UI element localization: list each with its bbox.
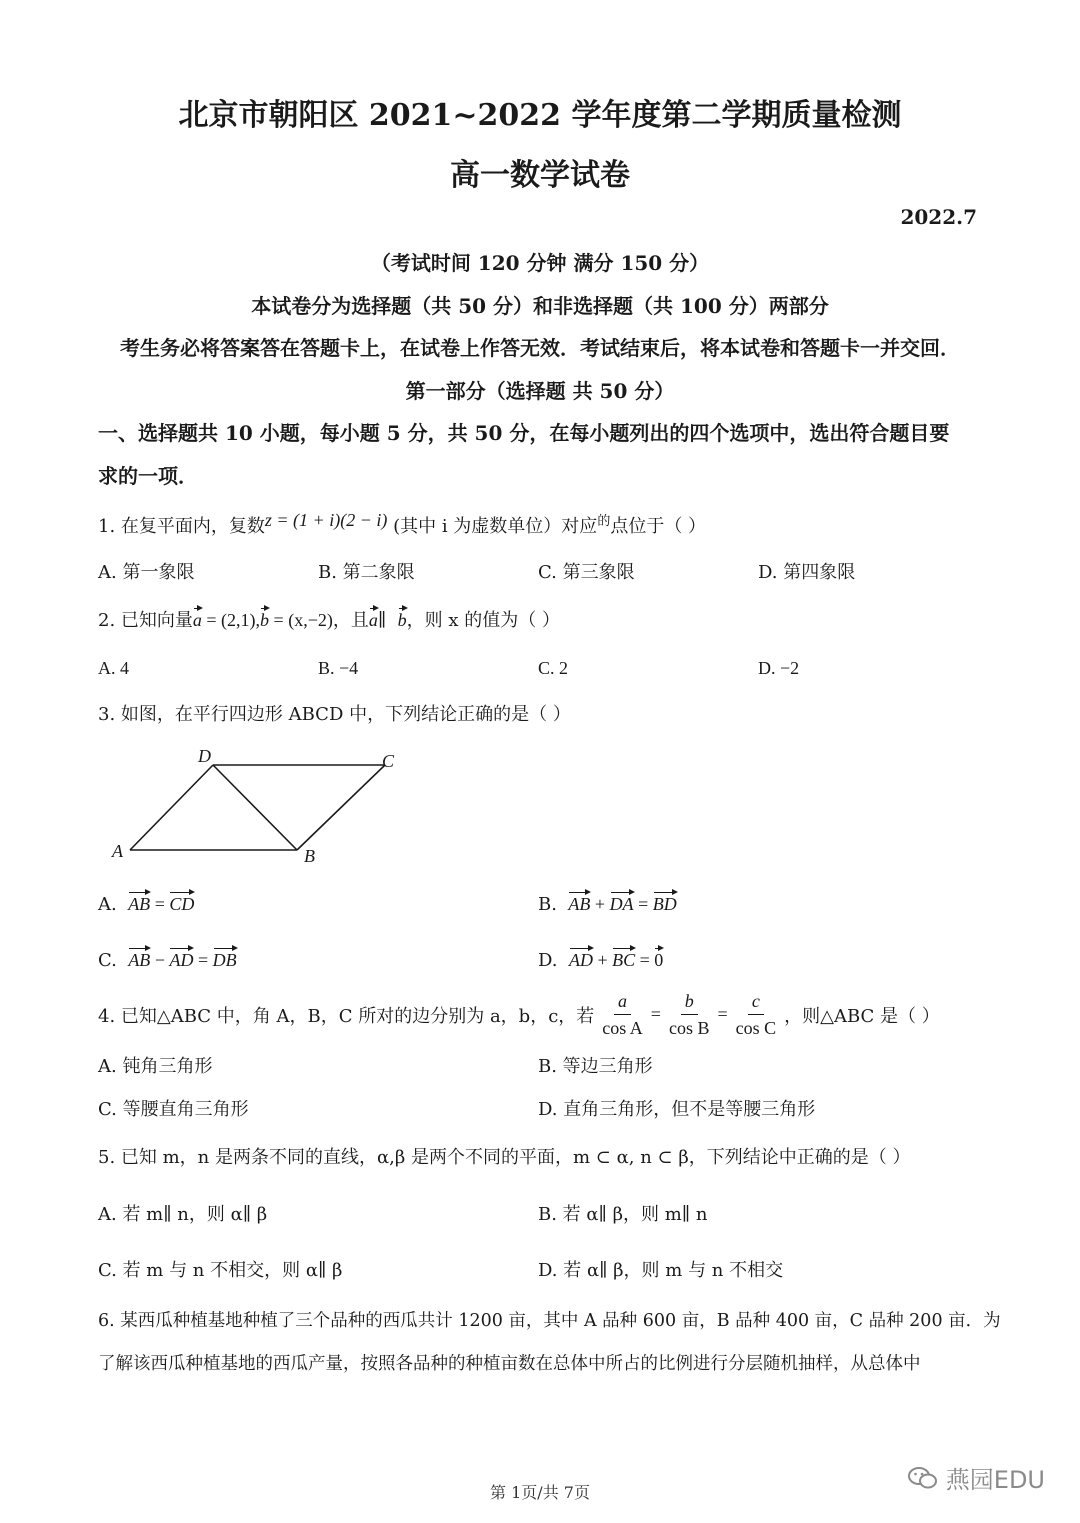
q2-option-c: C. 2 (538, 658, 569, 678)
q1-option-d: D. 第四象限 (758, 562, 856, 583)
page-number: 第 1页/共 7页 (490, 1483, 590, 1502)
q3-option-d: D. AD + BC = 0 (538, 946, 663, 971)
q1-option-c: C. 第三象限 (538, 562, 635, 583)
q1-option-a: A. 第一象限 (98, 562, 195, 583)
exam-info: （考试时间 120 分钟 满分 150 分） (370, 251, 710, 275)
vertex-a-label: A (112, 841, 123, 861)
question-6-line2: 了解该西瓜种植基地的西瓜产量，按照各品种的种植亩数在总体中所占的比例进行分层随机抽样，从总体中 (98, 1354, 921, 1374)
exam-notice: 考生务必将答案答在答题卡上，在试卷上作答无效．考试结束后，将本试卷和答题卡一并交回． (120, 336, 960, 360)
q2-option-a: A. 4 (98, 658, 129, 678)
vertex-c-label: C (382, 751, 395, 771)
q5-option-c: C. 若 m 与 n 不相交，则 α∥ β (98, 1260, 343, 1281)
q2-option-b: B. −4 (318, 658, 359, 678)
exam-title: 北京市朝阳区 2021~2022 学年度第二学期质量检测 (178, 98, 902, 133)
question-1: 1. 在复平面内，复数z = (1 + i)(2 − i) (其中 i 为虚数单位）对应$^的$点位于（ ） (98, 510, 707, 537)
q5-option-b: B. 若 α∥ β，则 m∥ n (538, 1204, 708, 1225)
vector-b: b (260, 606, 269, 631)
edge-bc (297, 765, 385, 850)
question-5: 5. 已知 m，n 是两条不同的直线，α,β 是两个不同的平面，m ⊂ α, n ⊂ β，下列结论中正确的是（ ） (98, 1147, 911, 1168)
diagonal-db (213, 765, 297, 850)
question-4: 4. 已知△ABC 中，角 A，B，C 所对的边分别为 a，b，c，若 $\frac{a}{\text{cos A}}$ = $\frac{b}{\text{cos B}}$ = $\frac{c}{\text{cos C}}$ ，则△ABC 是（ ） (98, 988, 940, 1041)
q5-option-d: D. 若 α∥ β，则 m 与 n 不相交 (538, 1260, 784, 1281)
q3-option-c: C. AB − AD = DB (98, 946, 237, 971)
section-instructions-line1: 一、选择题共 10 小题，每小题 5 分，共 50 分，在每小题列出的四个选项中，选出符合题目要 (98, 421, 950, 445)
q4-option-a: A. 钝角三角形 (98, 1056, 213, 1077)
vertex-d-label: D (198, 746, 211, 766)
fraction-a: $\frac{a}{\text{cos A}}$ (598, 988, 647, 1041)
exam-structure: 本试卷分为选择题（共 50 分）和非选择题（共 100 分）两部分 (251, 294, 829, 318)
q4-option-c: C. 等腰直角三角形 (98, 1099, 249, 1120)
fraction-b: $\frac{b}{\text{cos B}}$ (665, 988, 714, 1041)
question-6-line1: 6. 某西瓜种植基地种植了三个品种的西瓜共计 1200 亩，其中 A 品种 600 亩，B 品种 400 亩，C 品种 200 亩．为 (98, 1311, 1001, 1331)
fraction-c: $\frac{c}{\text{cos C}}$ (732, 988, 781, 1041)
q4-option-d: D. 直角三角形，但不是等腰三角形 (538, 1099, 816, 1120)
q5-option-a: A. 若 m∥ n，则 α∥ β (98, 1204, 268, 1225)
q1-option-b: B. 第二象限 (318, 562, 415, 583)
q3-option-a: A. AB = CD (98, 890, 194, 915)
q1-formula: z = (1 + i)(2 − i) (264, 510, 388, 530)
vertex-b-label: B (304, 846, 315, 866)
vector-a: a (193, 606, 202, 631)
part-title: 第一部分（选择题 共 50 分） (405, 379, 675, 403)
q3-option-b: B. AB + DA = BD (538, 890, 677, 915)
q2-option-d: D. −2 (758, 658, 800, 678)
question-2: 2. 已知向量a = (2,1),b = (x,−2)，且a∥ b，则 x 的值为（ ） (98, 606, 560, 632)
watermark-text: 燕园EDU (945, 1466, 1045, 1494)
exam-subtitle: 高一数学试卷 (450, 158, 630, 193)
question-3: 3. 如图，在平行四边形 ABCD 中，下列结论正确的是（ ） (98, 704, 571, 725)
edge-da (130, 765, 213, 850)
exam-date: 2022.7 (900, 205, 977, 229)
parallelogram-figure (100, 740, 420, 870)
section-instructions-line2: 求的一项． (98, 464, 198, 488)
q4-option-b: B. 等边三角形 (538, 1056, 653, 1077)
